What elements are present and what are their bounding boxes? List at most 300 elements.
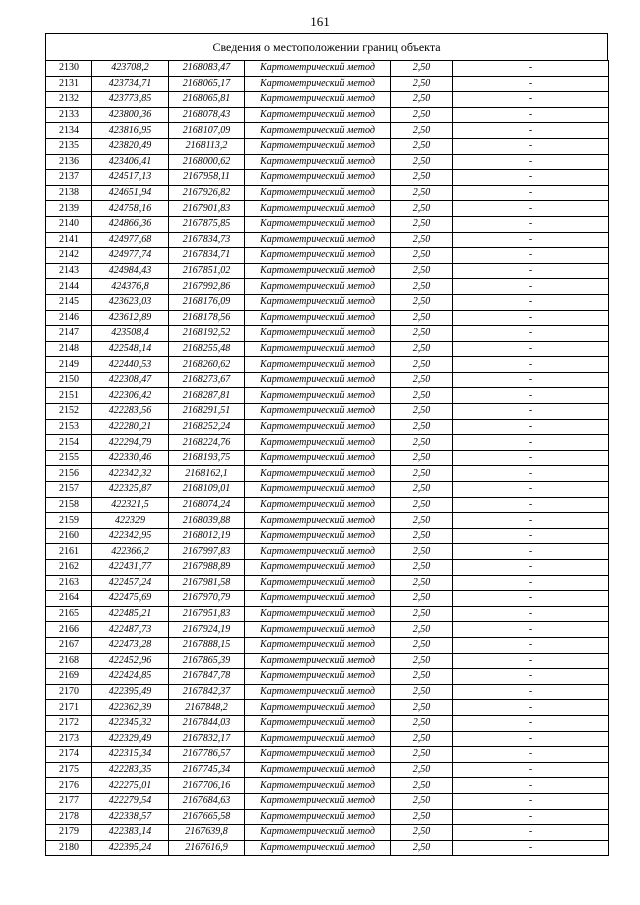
accuracy-cell: 2,50 [391,653,453,669]
accuracy-cell: 2,50 [391,201,453,217]
point-number-cell: 2170 [46,684,92,700]
table-row [46,201,609,217]
accuracy-cell: 2,50 [391,279,453,295]
method-cell: Картометрический метод [245,591,391,607]
y-coordinate-cell: 2168255,48 [169,341,245,357]
table-row [46,497,609,513]
y-coordinate-cell: 2168000,62 [169,154,245,170]
description-cell: - [453,419,609,435]
accuracy-cell: 2,50 [391,61,453,77]
x-coordinate-cell: 422440,53 [92,357,169,373]
method-cell: Картометрический метод [245,388,391,404]
x-coordinate-cell: 422395,24 [92,840,169,856]
y-coordinate-cell: 2167924,19 [169,622,245,638]
table-body [46,61,609,856]
x-coordinate-cell: 424517,13 [92,170,169,186]
point-number-cell: 2148 [46,341,92,357]
accuracy-cell: 2,50 [391,404,453,420]
point-number-cell: 2142 [46,248,92,264]
description-cell: - [453,185,609,201]
boundary-points-table [45,60,609,856]
method-cell: Картометрический метод [245,107,391,123]
point-number-cell: 2179 [46,825,92,841]
method-cell: Картометрический метод [245,216,391,232]
method-cell: Картометрический метод [245,185,391,201]
table-row [46,263,609,279]
method-cell: Картометрический метод [245,279,391,295]
method-cell: Картометрический метод [245,466,391,482]
method-cell: Картометрический метод [245,404,391,420]
method-cell: Картометрический метод [245,669,391,685]
x-coordinate-cell: 422325,87 [92,482,169,498]
x-coordinate-cell: 424984,43 [92,263,169,279]
description-cell: - [453,138,609,154]
table-row [46,326,609,342]
y-coordinate-cell: 2168273,67 [169,372,245,388]
accuracy-cell: 2,50 [391,154,453,170]
y-coordinate-cell: 2168113,2 [169,138,245,154]
y-coordinate-cell: 2167834,71 [169,248,245,264]
point-number-cell: 2152 [46,404,92,420]
description-cell: - [453,372,609,388]
accuracy-cell: 2,50 [391,372,453,388]
y-coordinate-cell: 2167997,83 [169,544,245,560]
method-cell: Картометрический метод [245,372,391,388]
description-cell: - [453,92,609,108]
description-cell: - [453,513,609,529]
accuracy-cell: 2,50 [391,591,453,607]
x-coordinate-cell: 422452,96 [92,653,169,669]
point-number-cell: 2134 [46,123,92,139]
accuracy-cell: 2,50 [391,232,453,248]
description-cell: - [453,435,609,451]
description-cell: - [453,123,609,139]
accuracy-cell: 2,50 [391,435,453,451]
point-number-cell: 2156 [46,466,92,482]
y-coordinate-cell: 2168039,88 [169,513,245,529]
accuracy-cell: 2,50 [391,622,453,638]
x-coordinate-cell: 424977,68 [92,232,169,248]
table-row [46,778,609,794]
table-row [46,248,609,264]
point-number-cell: 2175 [46,762,92,778]
accuracy-cell: 2,50 [391,294,453,310]
description-cell: - [453,404,609,420]
table-row [46,419,609,435]
y-coordinate-cell: 2167684,63 [169,793,245,809]
x-coordinate-cell: 424866,36 [92,216,169,232]
y-coordinate-cell: 2167834,73 [169,232,245,248]
x-coordinate-cell: 423406,41 [92,154,169,170]
method-cell: Картометрический метод [245,762,391,778]
accuracy-cell: 2,50 [391,513,453,529]
method-cell: Картометрический метод [245,715,391,731]
accuracy-cell: 2,50 [391,637,453,653]
description-cell: - [453,793,609,809]
x-coordinate-cell: 422473,28 [92,637,169,653]
description-cell: - [453,450,609,466]
accuracy-cell: 2,50 [391,466,453,482]
x-coordinate-cell: 422306,42 [92,388,169,404]
method-cell: Картометрический метод [245,809,391,825]
accuracy-cell: 2,50 [391,715,453,731]
y-coordinate-cell: 2168162,1 [169,466,245,482]
description-cell: - [453,482,609,498]
accuracy-cell: 2,50 [391,450,453,466]
description-cell: - [453,326,609,342]
accuracy-cell: 2,50 [391,123,453,139]
description-cell: - [453,591,609,607]
method-cell: Картометрический метод [245,294,391,310]
point-number-cell: 2131 [46,76,92,92]
description-cell: - [453,216,609,232]
table-row [46,622,609,638]
accuracy-cell: 2,50 [391,92,453,108]
description-cell: - [453,637,609,653]
table-row [46,809,609,825]
y-coordinate-cell: 2168291,51 [169,404,245,420]
point-number-cell: 2167 [46,637,92,653]
point-number-cell: 2138 [46,185,92,201]
x-coordinate-cell: 424376,8 [92,279,169,295]
boundary-table-sheet [45,33,608,856]
table-row [46,294,609,310]
accuracy-cell: 2,50 [391,357,453,373]
point-number-cell: 2151 [46,388,92,404]
point-number-cell: 2144 [46,279,92,295]
y-coordinate-cell: 2168287,81 [169,388,245,404]
table-row [46,669,609,685]
accuracy-cell: 2,50 [391,341,453,357]
table-row [46,388,609,404]
method-cell: Картометрический метод [245,731,391,747]
y-coordinate-cell: 2168260,62 [169,357,245,373]
accuracy-cell: 2,50 [391,747,453,763]
table-row [46,216,609,232]
y-coordinate-cell: 2167616,9 [169,840,245,856]
x-coordinate-cell: 422321,5 [92,497,169,513]
accuracy-cell: 2,50 [391,263,453,279]
point-number-cell: 2171 [46,700,92,716]
accuracy-cell: 2,50 [391,388,453,404]
y-coordinate-cell: 2167706,16 [169,778,245,794]
x-coordinate-cell: 423734,71 [92,76,169,92]
accuracy-cell: 2,50 [391,840,453,856]
method-cell: Картометрический метод [245,76,391,92]
y-coordinate-cell: 2167639,8 [169,825,245,841]
x-coordinate-cell: 422330,46 [92,450,169,466]
description-cell: - [453,747,609,763]
point-number-cell: 2177 [46,793,92,809]
table-row [46,606,609,622]
y-coordinate-cell: 2167665,58 [169,809,245,825]
x-coordinate-cell: 424977,74 [92,248,169,264]
table-row [46,575,609,591]
description-cell: - [453,107,609,123]
method-cell: Картометрический метод [245,840,391,856]
y-coordinate-cell: 2167844,03 [169,715,245,731]
description-cell: - [453,497,609,513]
y-coordinate-cell: 2168193,75 [169,450,245,466]
accuracy-cell: 2,50 [391,825,453,841]
y-coordinate-cell: 2167745,34 [169,762,245,778]
point-number-cell: 2180 [46,840,92,856]
x-coordinate-cell: 422345,32 [92,715,169,731]
y-coordinate-cell: 2167865,39 [169,653,245,669]
method-cell: Картометрический метод [245,248,391,264]
description-cell: - [453,700,609,716]
method-cell: Картометрический метод [245,653,391,669]
method-cell: Картометрический метод [245,747,391,763]
description-cell: - [453,544,609,560]
point-number-cell: 2163 [46,575,92,591]
y-coordinate-cell: 2168178,56 [169,310,245,326]
method-cell: Картометрический метод [245,154,391,170]
x-coordinate-cell: 423800,36 [92,107,169,123]
x-coordinate-cell: 422329,49 [92,731,169,747]
x-coordinate-cell: 422475,69 [92,591,169,607]
description-cell: - [453,840,609,856]
point-number-cell: 2132 [46,92,92,108]
method-cell: Картометрический метод [245,528,391,544]
point-number-cell: 2153 [46,419,92,435]
x-coordinate-cell: 422315,34 [92,747,169,763]
point-number-cell: 2145 [46,294,92,310]
point-number-cell: 2172 [46,715,92,731]
description-cell: - [453,61,609,77]
table-row [46,310,609,326]
accuracy-cell: 2,50 [391,778,453,794]
accuracy-cell: 2,50 [391,216,453,232]
description-cell: - [453,388,609,404]
description-cell: - [453,528,609,544]
point-number-cell: 2159 [46,513,92,529]
x-coordinate-cell: 422366,2 [92,544,169,560]
point-number-cell: 2178 [46,809,92,825]
description-cell: - [453,778,609,794]
method-cell: Картометрический метод [245,357,391,373]
y-coordinate-cell: 2167926,82 [169,185,245,201]
description-cell: - [453,715,609,731]
method-cell: Картометрический метод [245,778,391,794]
description-cell: - [453,825,609,841]
x-coordinate-cell: 422342,95 [92,528,169,544]
point-number-cell: 2162 [46,560,92,576]
x-coordinate-cell: 422280,21 [92,419,169,435]
x-coordinate-cell: 422487,73 [92,622,169,638]
description-cell: - [453,466,609,482]
x-coordinate-cell: 424758,16 [92,201,169,217]
y-coordinate-cell: 2167847,78 [169,669,245,685]
point-number-cell: 2157 [46,482,92,498]
point-number-cell: 2147 [46,326,92,342]
x-coordinate-cell: 423612,89 [92,310,169,326]
x-coordinate-cell: 423773,85 [92,92,169,108]
table-row [46,825,609,841]
table-row [46,154,609,170]
x-coordinate-cell: 422342,32 [92,466,169,482]
point-number-cell: 2149 [46,357,92,373]
description-cell: - [453,310,609,326]
table-row [46,560,609,576]
accuracy-cell: 2,50 [391,575,453,591]
point-number-cell: 2174 [46,747,92,763]
x-coordinate-cell: 422283,35 [92,762,169,778]
y-coordinate-cell: 2168012,19 [169,528,245,544]
description-cell: - [453,76,609,92]
x-coordinate-cell: 423508,4 [92,326,169,342]
x-coordinate-cell: 423708,2 [92,61,169,77]
method-cell: Картометрический метод [245,61,391,77]
x-coordinate-cell: 422338,57 [92,809,169,825]
table-row [46,279,609,295]
table-row [46,357,609,373]
table-row [46,731,609,747]
accuracy-cell: 2,50 [391,684,453,700]
point-number-cell: 2146 [46,310,92,326]
point-number-cell: 2155 [46,450,92,466]
description-cell: - [453,263,609,279]
description-cell: - [453,606,609,622]
accuracy-cell: 2,50 [391,560,453,576]
table-row [46,450,609,466]
method-cell: Картометрический метод [245,341,391,357]
y-coordinate-cell: 2167901,83 [169,201,245,217]
point-number-cell: 2169 [46,669,92,685]
point-number-cell: 2137 [46,170,92,186]
table-row [46,653,609,669]
accuracy-cell: 2,50 [391,528,453,544]
x-coordinate-cell: 422329 [92,513,169,529]
accuracy-cell: 2,50 [391,76,453,92]
x-coordinate-cell: 423820,49 [92,138,169,154]
accuracy-cell: 2,50 [391,107,453,123]
description-cell: - [453,762,609,778]
method-cell: Картометрический метод [245,450,391,466]
x-coordinate-cell: 422395,49 [92,684,169,700]
table-row [46,637,609,653]
x-coordinate-cell: 422457,24 [92,575,169,591]
method-cell: Картометрический метод [245,170,391,186]
table-row [46,92,609,108]
y-coordinate-cell: 2167951,83 [169,606,245,622]
table-row [46,513,609,529]
description-cell: - [453,560,609,576]
table-row [46,404,609,420]
accuracy-cell: 2,50 [391,497,453,513]
y-coordinate-cell: 2167981,58 [169,575,245,591]
y-coordinate-cell: 2168078,43 [169,107,245,123]
table-row [46,684,609,700]
y-coordinate-cell: 2167958,11 [169,170,245,186]
accuracy-cell: 2,50 [391,544,453,560]
accuracy-cell: 2,50 [391,185,453,201]
point-number-cell: 2135 [46,138,92,154]
table-row [46,591,609,607]
table-row [46,61,609,77]
method-cell: Картометрический метод [245,684,391,700]
y-coordinate-cell: 2167832,17 [169,731,245,747]
accuracy-cell: 2,50 [391,326,453,342]
description-cell: - [453,653,609,669]
accuracy-cell: 2,50 [391,731,453,747]
x-coordinate-cell: 422279,54 [92,793,169,809]
y-coordinate-cell: 2168065,81 [169,92,245,108]
description-cell: - [453,357,609,373]
table-row [46,341,609,357]
point-number-cell: 2165 [46,606,92,622]
point-number-cell: 2150 [46,372,92,388]
point-number-cell: 2130 [46,61,92,77]
y-coordinate-cell: 2167851,02 [169,263,245,279]
method-cell: Картометрический метод [245,232,391,248]
point-number-cell: 2161 [46,544,92,560]
method-cell: Картометрический метод [245,700,391,716]
method-cell: Картометрический метод [245,201,391,217]
description-cell: - [453,154,609,170]
x-coordinate-cell: 422383,14 [92,825,169,841]
point-number-cell: 2166 [46,622,92,638]
y-coordinate-cell: 2167786,57 [169,747,245,763]
x-coordinate-cell: 422548,14 [92,341,169,357]
method-cell: Картометрический метод [245,326,391,342]
table-title: Сведения о местоположении границ объекта [45,33,608,60]
table-row [46,466,609,482]
y-coordinate-cell: 2167888,15 [169,637,245,653]
table-row [46,372,609,388]
table-row [46,123,609,139]
description-cell: - [453,684,609,700]
table-row [46,138,609,154]
method-cell: Картометрический метод [245,123,391,139]
description-cell: - [453,669,609,685]
method-cell: Картометрический метод [245,560,391,576]
table-row [46,840,609,856]
table-row [46,544,609,560]
table-row [46,76,609,92]
point-number-cell: 2176 [46,778,92,794]
method-cell: Картометрический метод [245,497,391,513]
x-coordinate-cell: 422283,56 [92,404,169,420]
method-cell: Картометрический метод [245,622,391,638]
description-cell: - [453,809,609,825]
x-coordinate-cell: 422275,01 [92,778,169,794]
table-row [46,435,609,451]
point-number-cell: 2154 [46,435,92,451]
table-row [46,107,609,123]
method-cell: Картометрический метод [245,825,391,841]
x-coordinate-cell: 423623,03 [92,294,169,310]
point-number-cell: 2141 [46,232,92,248]
method-cell: Картометрический метод [245,482,391,498]
method-cell: Картометрический метод [245,513,391,529]
method-cell: Картометрический метод [245,435,391,451]
y-coordinate-cell: 2168252,24 [169,419,245,435]
table-row [46,528,609,544]
description-cell: - [453,201,609,217]
x-coordinate-cell: 424651,94 [92,185,169,201]
accuracy-cell: 2,50 [391,606,453,622]
accuracy-cell: 2,50 [391,700,453,716]
point-number-cell: 2143 [46,263,92,279]
x-coordinate-cell: 422308,47 [92,372,169,388]
method-cell: Картометрический метод [245,637,391,653]
method-cell: Картометрический метод [245,793,391,809]
point-number-cell: 2160 [46,528,92,544]
description-cell: - [453,341,609,357]
y-coordinate-cell: 2167848,2 [169,700,245,716]
y-coordinate-cell: 2168107,09 [169,123,245,139]
